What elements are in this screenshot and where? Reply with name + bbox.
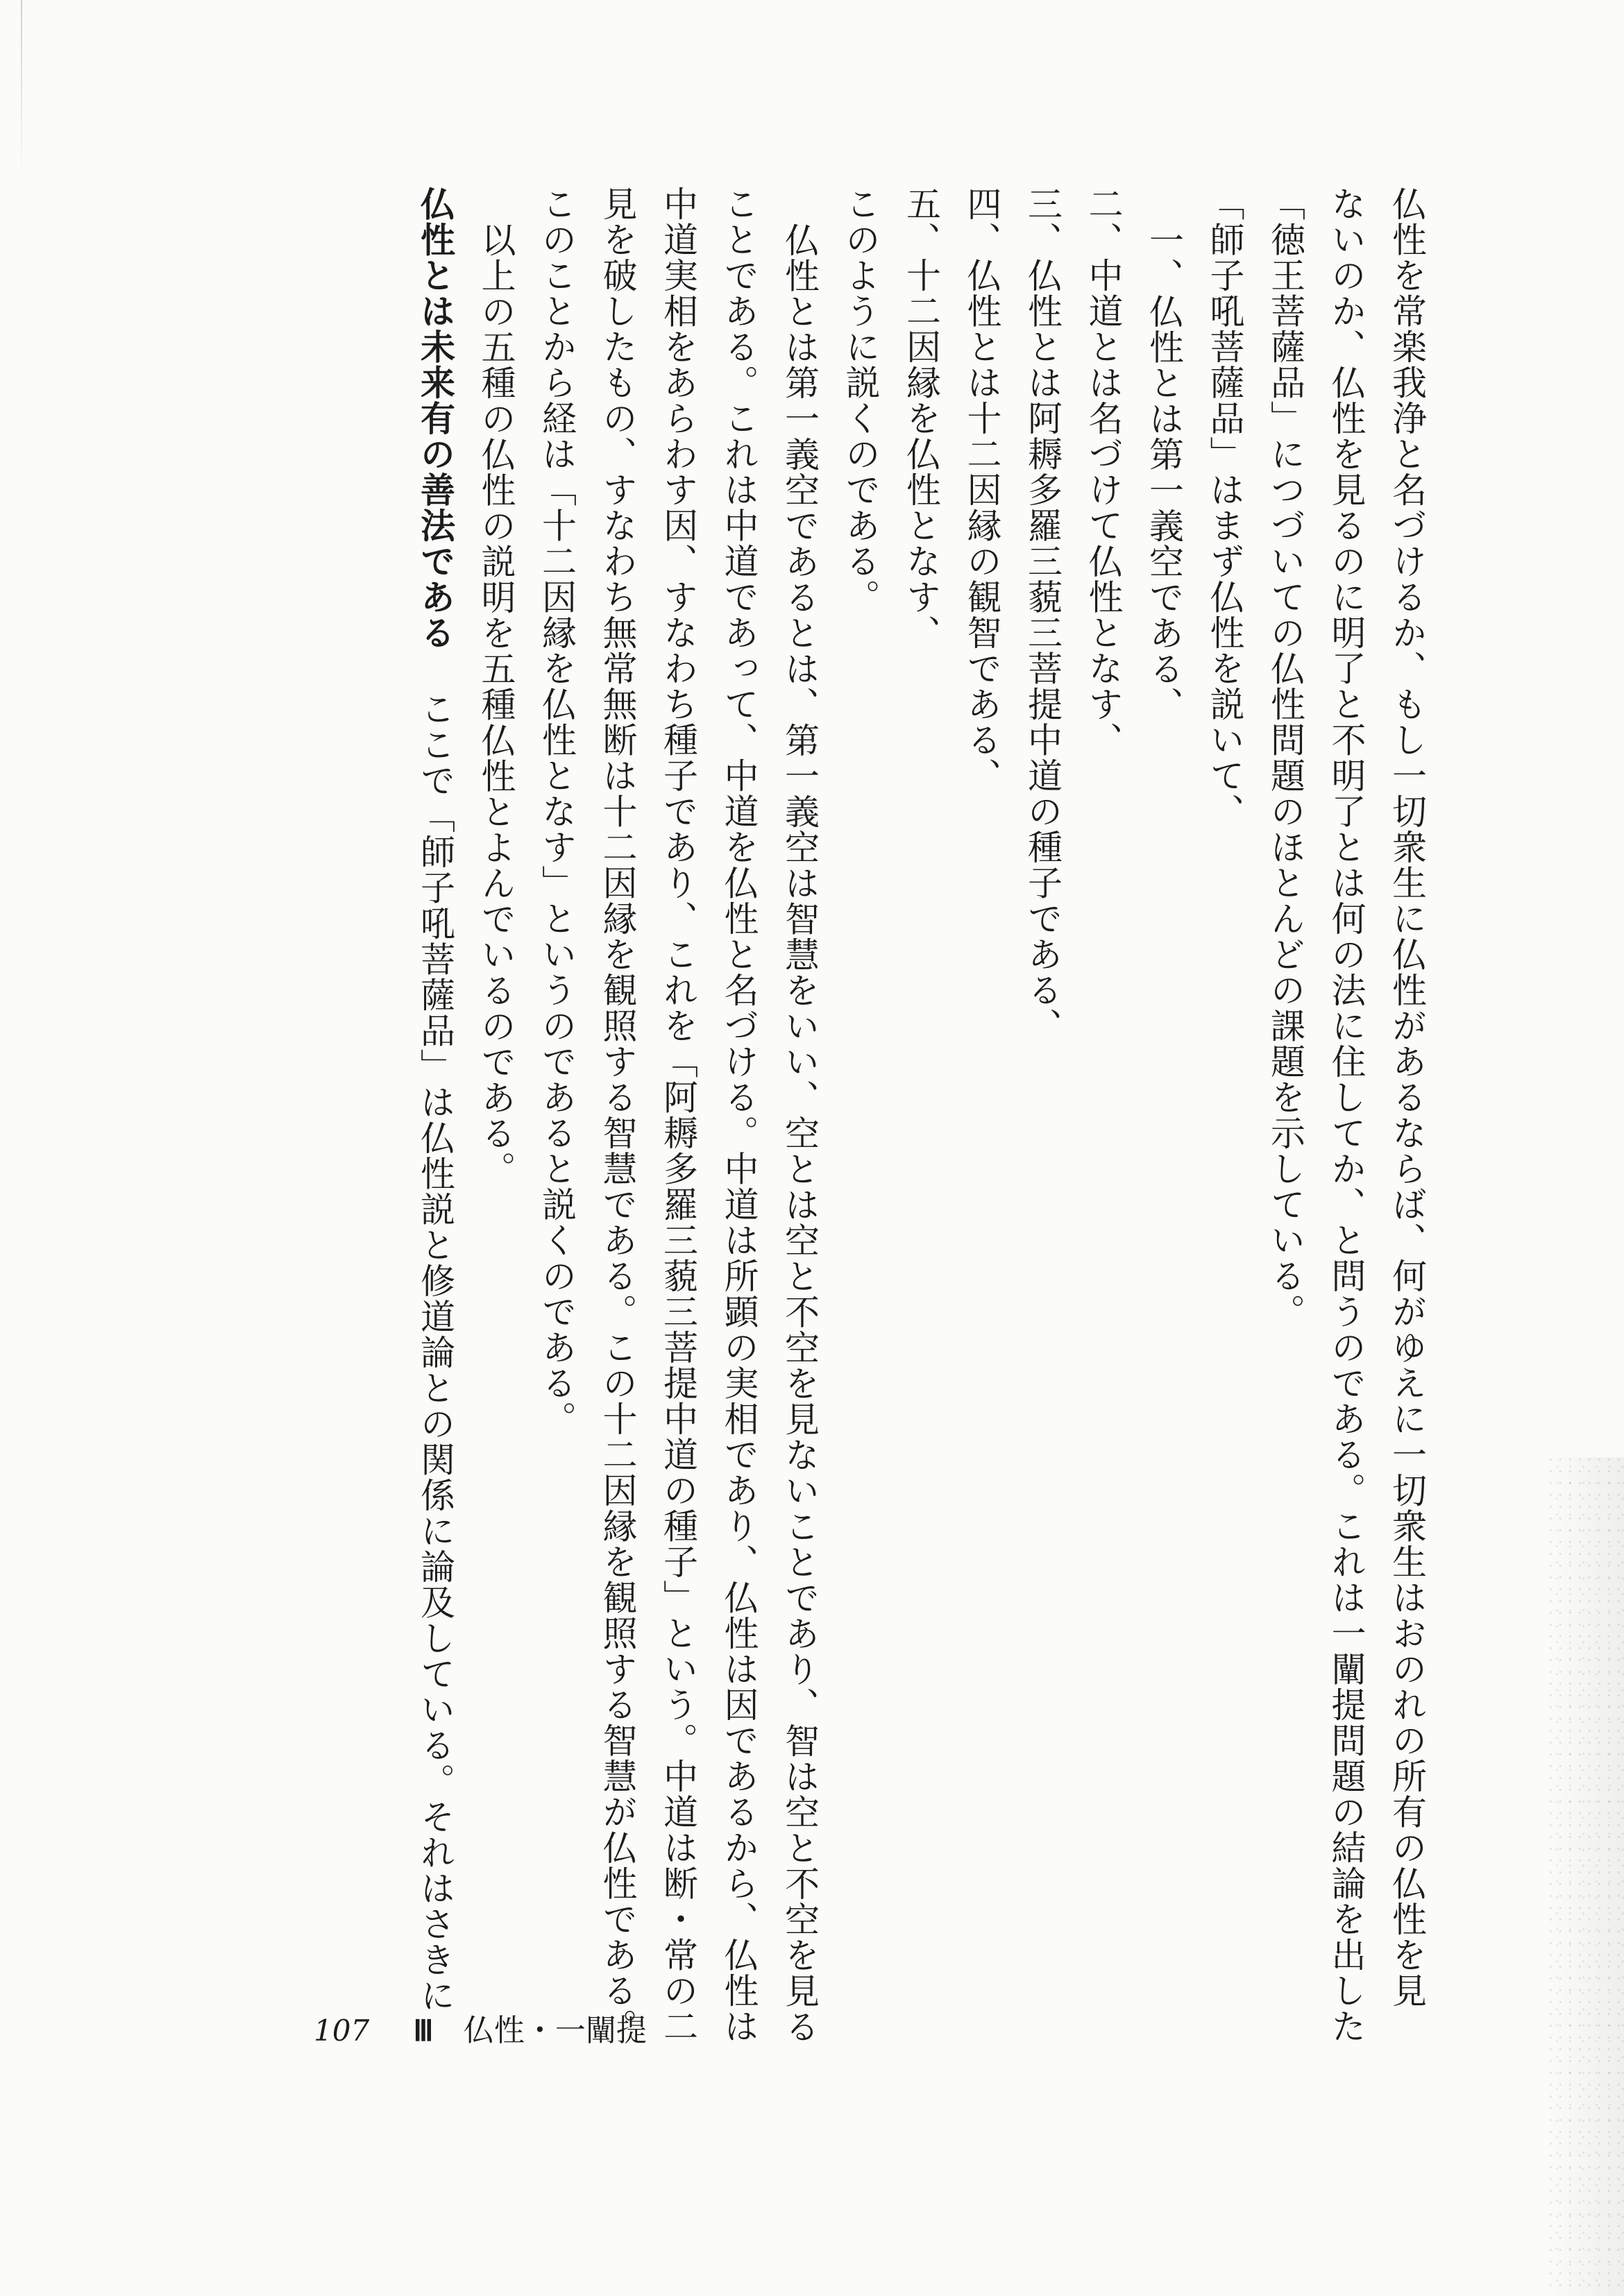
section-heading-text: ここで「師子吼菩薩品」は仏性説と修道論との関係に論及している。それはさきに [415,690,455,2013]
section-heading-line [405,186,466,2013]
page-footer [314,2005,647,2050]
text-line: 「徳王菩薩品」につづいての仏性問題のほとんどの課題を示している。 [1265,186,1305,1329]
scan-noise [1548,1457,1624,2296]
text-line: 仏性とは第一義空であるとは、第一義空は智慧をいい、空とは空と不空を見ないことであり、智は空と不空を見る [779,222,820,2045]
text-line: ないのか、仏性を見るのに明了と不明了とは何の法に住してか、と問うのである。これは一闡提問題の結論を出した [1326,186,1367,2044]
list-item: 三、仏性とは阿耨多羅三藐三菩提中道の種子である、 [1022,186,1063,1044]
text-line: 仏性を常楽我浄と名づけるか、もし一切衆生に仏性があるならば、何がゆえに一切衆生はおのれの所有の仏性を見 [1387,186,1427,2009]
page-number: 107 [314,2014,370,2048]
scan-edge [21,0,22,180]
list-item: 五、十二因縁を仏性となす、 [901,186,941,651]
chapter-number: Ⅲ [413,2016,434,2048]
text-line: 見を破したもの、すなわち無常無断は十二因縁を観照する智慧である。この十二因縁を観照する智慧が仏性である。 [597,186,638,2044]
text-line: ことである。これは中道であって、中道を仏性と名づける。中道は所顕の実相であり、仏性は因であるから、仏性は [718,186,759,2044]
text-line: 中道実相をあらわす因、すなわち種子であり、これを「阿耨多羅三藐三菩提中道の種子」という。中道は断・常の二 [658,186,698,2044]
section-heading: 仏性とは未来有の善法である [415,186,455,651]
chapter-title: 仏性・一闡提 [463,2013,647,2048]
text-line: このように説くのである。 [840,186,881,615]
list-item: 一、仏性とは第一義空である、 [1144,222,1184,722]
text-line: 以上の五種の仏性の説明を五種仏性とよんでいるのである。 [475,222,516,1187]
text-line: 「師子吼菩薩品」はまず仏性を説いて、 [1204,186,1245,829]
text-line: このことから経は「十二因縁を仏性となす」というのであると説くのである。 [536,186,577,1437]
list-item: 二、中道とは名づけて仏性となす、 [1083,186,1124,758]
list-item: 四、仏性とは十二因縁の観智である、 [961,186,1002,794]
